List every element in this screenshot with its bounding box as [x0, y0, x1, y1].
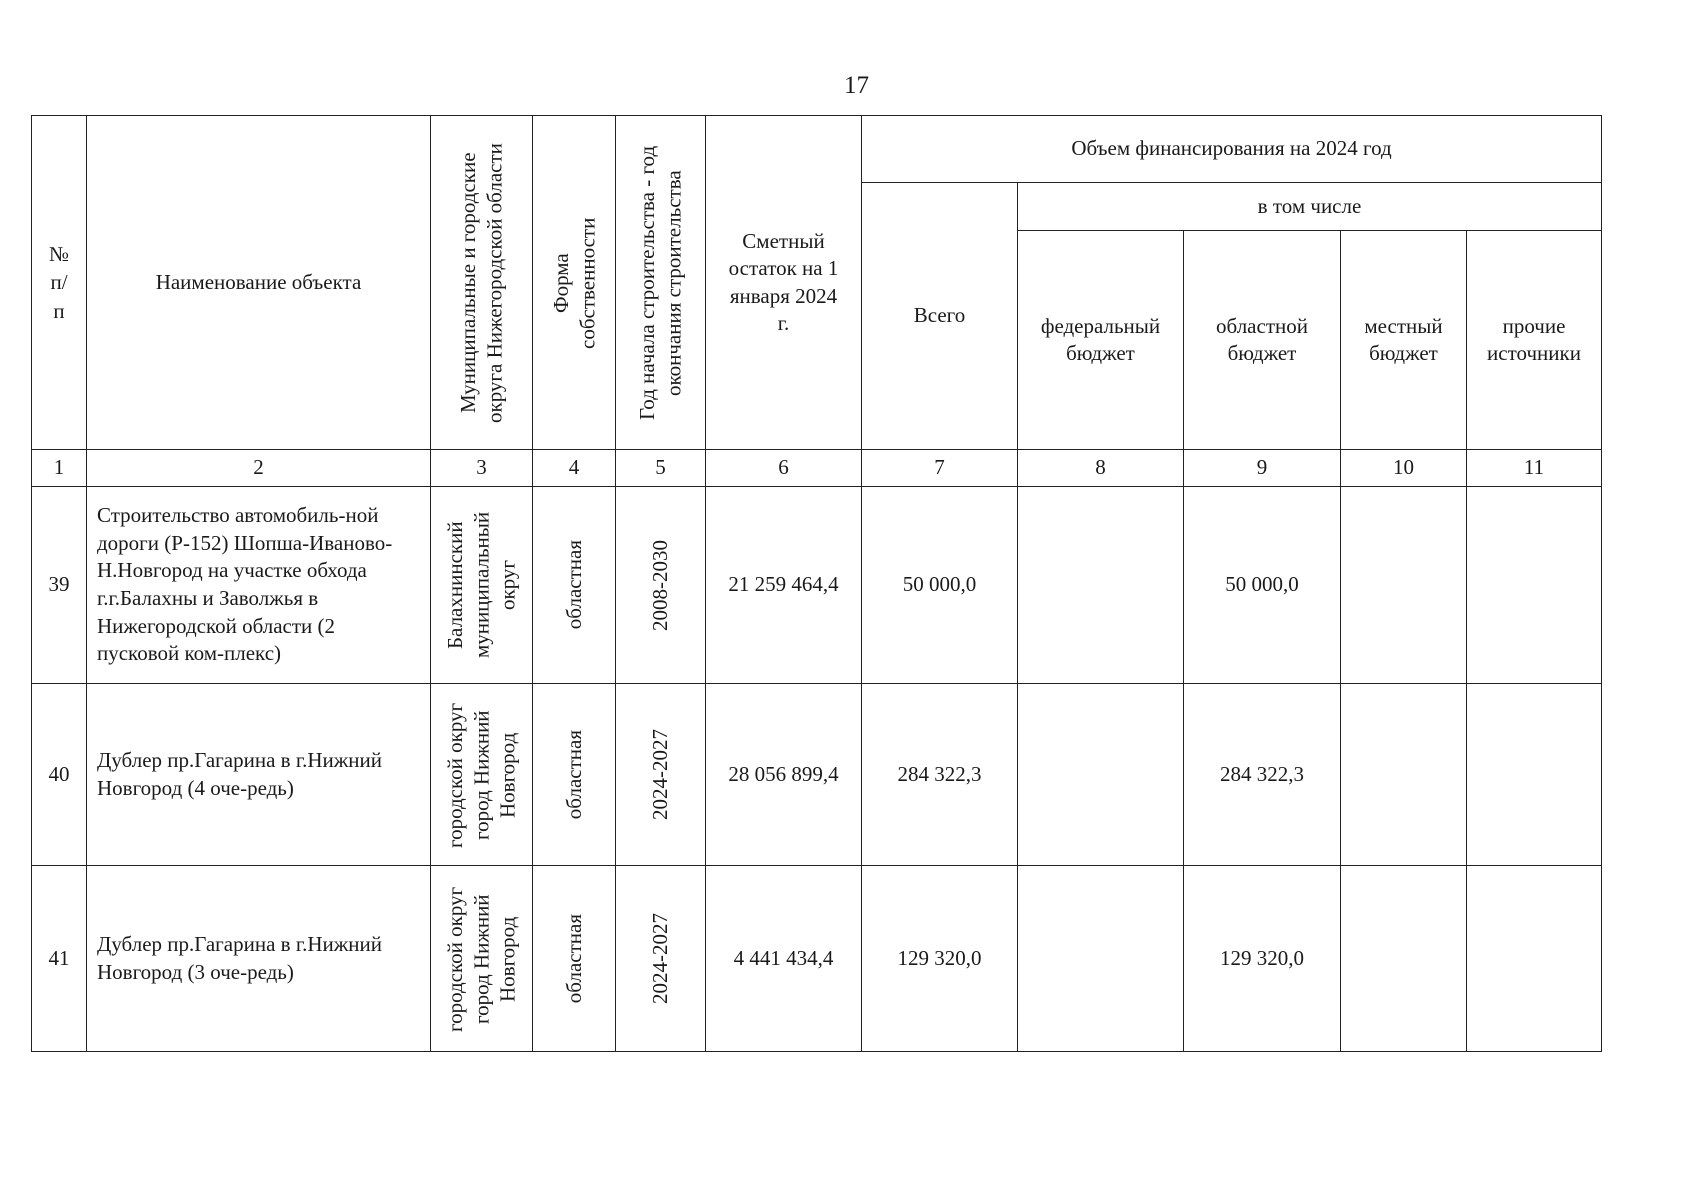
column-number-row [32, 450, 1602, 487]
header-object-name: Наименование объекта [87, 116, 431, 450]
row-num: 41 [32, 866, 87, 1052]
header-financing-2024: Объем финансирования на 2024 год [862, 116, 1602, 183]
local-budget [1341, 487, 1467, 684]
header-including: в том числе [1018, 183, 1602, 231]
column-number: 7 [862, 450, 1018, 487]
header-other-sources: прочие источники [1467, 231, 1602, 450]
column-number: 10 [1341, 450, 1467, 487]
header-num: № п/ п [32, 116, 87, 450]
other-sources [1467, 866, 1602, 1052]
column-number: 2 [87, 450, 431, 487]
regional-budget: 284 322,3 [1184, 684, 1341, 866]
header-local-budget: местный бюджет [1341, 231, 1467, 450]
total-amount: 50 000,0 [862, 487, 1018, 684]
column-number: 1 [32, 450, 87, 487]
object-name: Дублер пр.Гагарина в г.Нижний Новгород (3 оче-редь) [87, 866, 431, 1052]
column-number: 6 [706, 450, 862, 487]
row-num: 40 [32, 684, 87, 866]
table-row [32, 487, 1602, 684]
header-regional-budget: областной бюджет [1184, 231, 1341, 450]
header-federal-budget: федеральный бюджет [1018, 231, 1184, 450]
column-number: 5 [616, 450, 706, 487]
column-number: 11 [1467, 450, 1602, 487]
column-number: 8 [1018, 450, 1184, 487]
construction-years: 2024-2027 [616, 684, 706, 866]
estimated-remainder: 21 259 464,4 [706, 487, 862, 684]
local-budget [1341, 684, 1467, 866]
table-row [32, 866, 1602, 1052]
table-row [32, 684, 1602, 866]
estimated-remainder: 28 056 899,4 [706, 684, 862, 866]
ownership: областная [533, 866, 616, 1052]
regional-budget: 129 320,0 [1184, 866, 1341, 1052]
other-sources [1467, 684, 1602, 866]
municipality: городской округ город Нижний Новгород [431, 866, 533, 1052]
object-name: Строительство автомобиль-ной дороги (Р-152) Шопша-Иваново-Н.Новгород на участке обхода г.г.Балахны и Заволжья в Нижегородской области (2 пусковой ком-плекс) [87, 487, 431, 684]
municipality: Балахнинский муниципальный округ [431, 487, 533, 684]
header-construction-years: Год начала строительства - год окончания строительства [616, 116, 706, 450]
row-num: 39 [32, 487, 87, 684]
column-number: 3 [431, 450, 533, 487]
other-sources [1467, 487, 1602, 684]
estimated-remainder: 4 441 434,4 [706, 866, 862, 1052]
header-municipality: Муниципальные и городские округа Нижегородской области [431, 116, 533, 450]
header-estimated-remainder: Сметный остаток на 1 января 2024 г. [706, 116, 862, 450]
federal-budget [1018, 684, 1184, 866]
page-number: 17 [844, 72, 869, 99]
ownership: областная [533, 684, 616, 866]
construction-years: 2008-2030 [616, 487, 706, 684]
regional-budget: 50 000,0 [1184, 487, 1341, 684]
federal-budget [1018, 866, 1184, 1052]
financing-table [31, 115, 1602, 1052]
ownership: областная [533, 487, 616, 684]
object-name: Дублер пр.Гагарина в г.Нижний Новгород (4 оче-редь) [87, 684, 431, 866]
header-ownership: Форма собственности [533, 116, 616, 450]
construction-years: 2024-2027 [616, 866, 706, 1052]
federal-budget [1018, 487, 1184, 684]
header-total: Всего [862, 183, 1018, 450]
total-amount: 129 320,0 [862, 866, 1018, 1052]
column-number: 4 [533, 450, 616, 487]
municipality: городской округ город Нижний Новгород [431, 684, 533, 866]
total-amount: 284 322,3 [862, 684, 1018, 866]
column-number: 9 [1184, 450, 1341, 487]
local-budget [1341, 866, 1467, 1052]
